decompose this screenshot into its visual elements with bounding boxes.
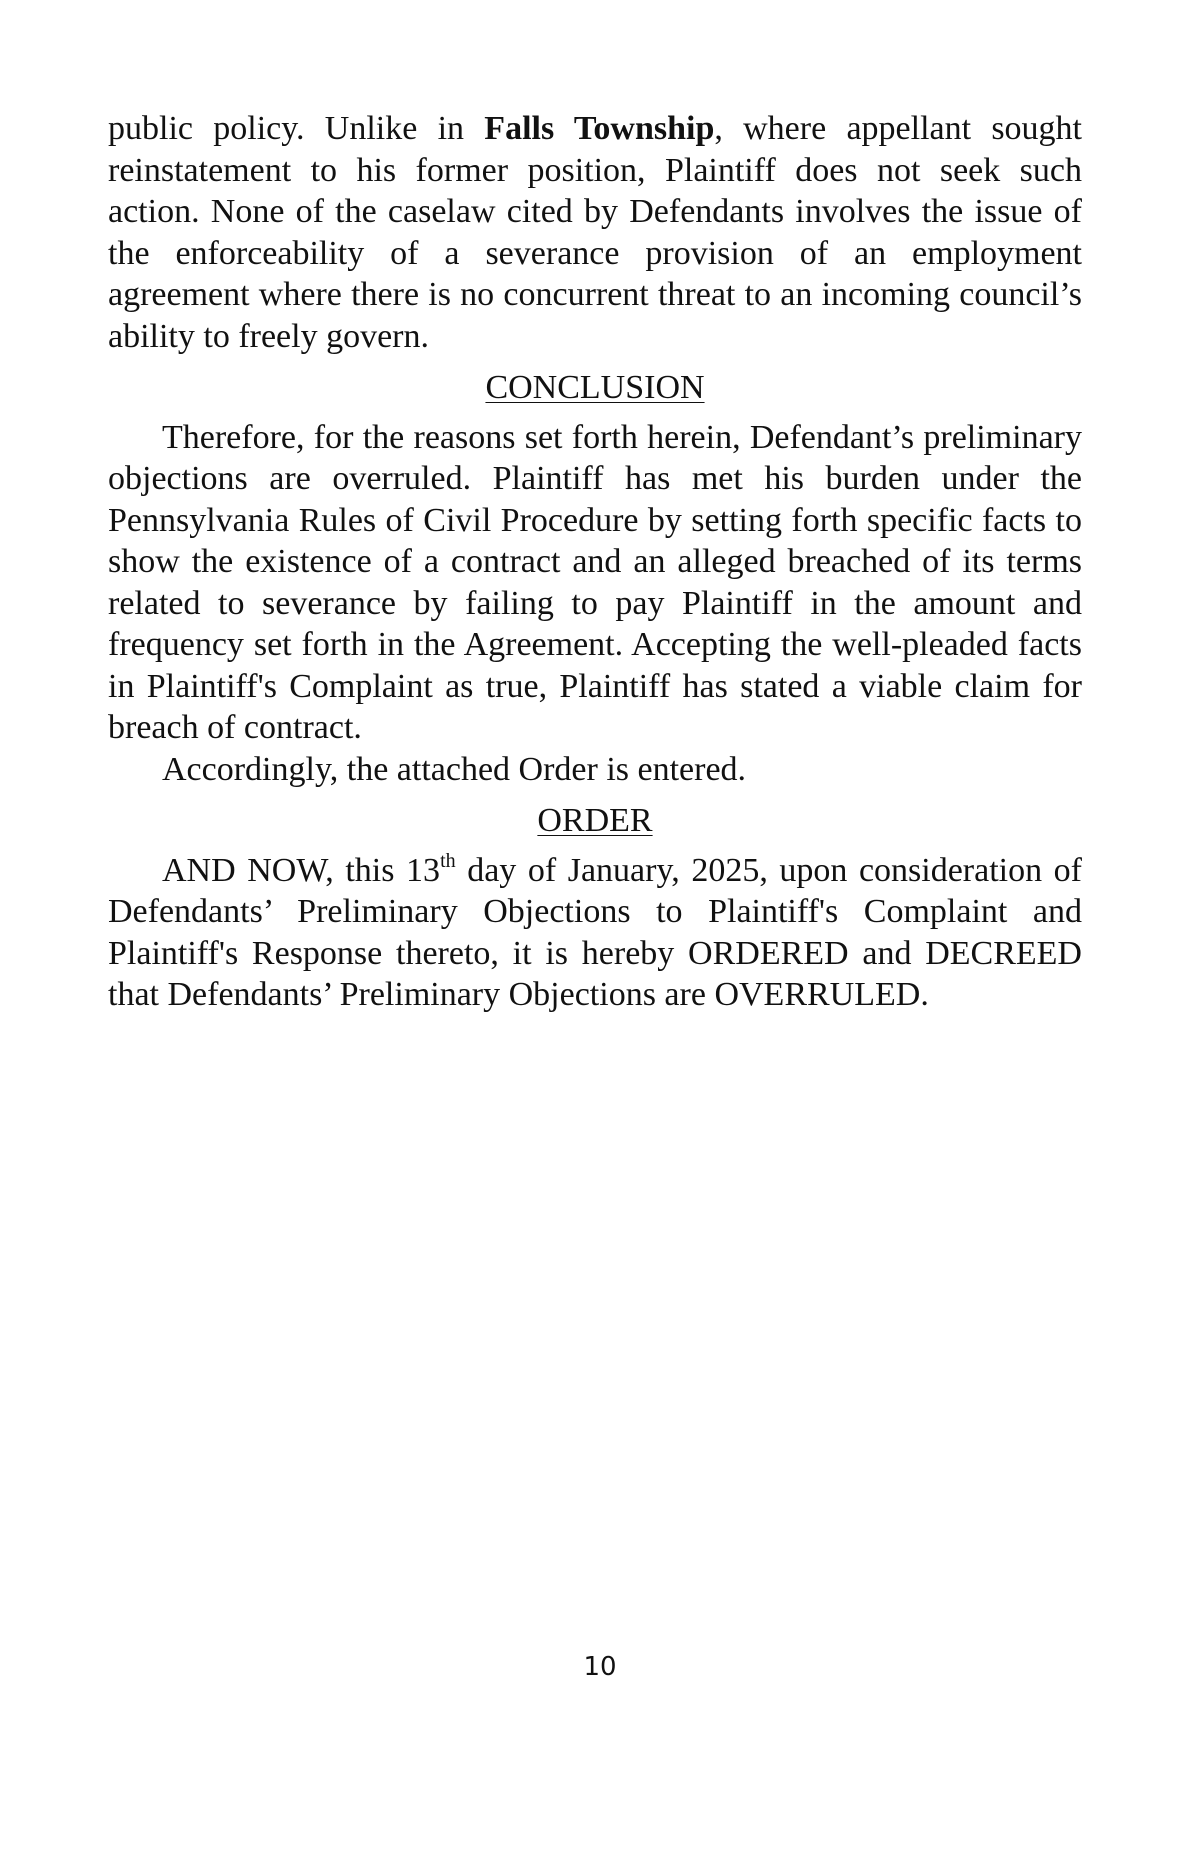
document-body <box>108 108 1082 1016</box>
page-number: 10 <box>583 1652 617 1682</box>
accordingly-paragraph: Accordingly, the attached Order is entered. <box>162 750 747 788</box>
order-paragraph <box>108 850 1082 1016</box>
order-text-end: day of January, 2025, upon consideration of Defendants’ Preliminary Objections to Plaintiff's Complaint and Plaintiff's Response thereto, it is hereby ORDERED and DECREED that Defendants’ Preliminary Objections are OVERRULED. <box>108 851 1082 1013</box>
order-text-start: AND NOW, this 13 <box>162 851 441 889</box>
paragraph-1-text-start: public policy. Unlike in <box>108 110 485 147</box>
paragraph-public-policy <box>108 108 1082 357</box>
paragraph-1-text-end: , where appellant sought reinstatement to his former position, Plaintiff does not seek such action. None of the caselaw cited by Defendants involves the issue of the enforceability of a severance provision of an employment agreement where there is no concurrent threat to an incoming council’s ability to freely govern. <box>108 110 1082 355</box>
order-heading: ORDER <box>537 802 653 839</box>
conclusion-heading: CONCLUSION <box>485 369 705 406</box>
case-name-falls-township: Falls Township <box>484 110 715 147</box>
conclusion-paragraph: Therefore, for the reasons set forth herein, Defendant’s preliminary objections are overruled. Plaintiff has met his burden under the Pennsylvania Rules of Civil Procedure by setting forth specific facts to show the existence of a contract and an alleged breached of its terms related to severance by failing to pay Plaintiff in the amount and frequency set forth in the Agreement. Accepting the well-pleaded facts in Plaintiff's Complaint as true, Plaintiff has stated a viable claim for breach of contract. <box>108 418 1082 746</box>
ordinal-superscript: th <box>440 849 456 872</box>
